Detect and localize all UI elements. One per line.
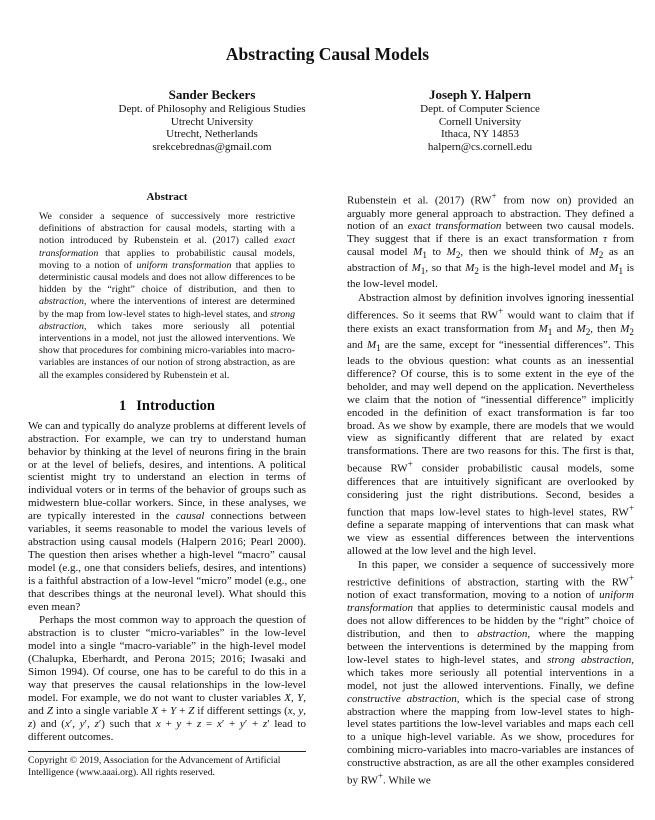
author-block-1 [62, 87, 362, 154]
author-email: srekcebrednas@gmail.com [152, 141, 272, 154]
paragraph: We can and typically do analyze problems at different levels of abstraction. For example, we can try to understand human behavior by thinking at the level of neurons firing in the brain or at the level of beliefs, desires, and intentions. A political scientist might try to understand an election in terms of individual voters or in terms of the behavior of groups such as midwestern blue-collar workers. Since, in these analyses, we are typically interested in the causal connections between variables, it seems reasonable to model the various levels of abstraction using causal models (Halpern 2016; Pearl 2000). The question then arises whether a high-level “macro” causal model (e.g., one that considers beliefs, desires, and intentions) is a faithful abstraction of a low-level “micro” model (e.g., one that describes things at the neuronal level). What should this even mean? [28, 419, 307, 613]
section-number: 1 [119, 397, 127, 414]
author-affiliation-line: Dept. of Computer Science [420, 103, 540, 115]
author-block-2 [330, 87, 630, 154]
paragraph: Abstraction almost by definition involves ignoring inessential differences. So it seems that RW+ would want to claim that if there exists an exact transformation from $M_1$ and $M_2$, then $M_2$ and $M_1$ are the same, except for “inessential differences”. This leads to the obvious question: what counts as an inessential difference? Of course, this is to some extent in the eye of the beholder, and may well depend on the application. Nevertheless we claim that the notion of “inessential difference” implicitly encoded in the definition of exact transformation is far too broad. As we show by example, there are models that we would view as significantly different that are related by exact transformations. There are two reasons for this. The first is that, because RW+ consider probabilistic causal models, some differences that are intuitively significant are overlooked by considering just the right distributions. Second, besides a function that maps low-level states to high-level states, RW+ define a separate mapping of interventions that can mask what we view as essential differences between the interventions allowed at the low level and the high level. [347, 292, 634, 558]
paragraph: Rubenstein et al. (2017) (RW+ from now on) provided an arguably more general approach to abstraction. They defined a notion of an exact transformation between two causal models. They suggest that if there is an exact transformation τ from causal model $M_1$ to $M_2$, then we should think of $M_2$ as an abstraction of $M_1$, so that $M_2$ is the high-level model and $M_1$ is the low-level model. [347, 191, 634, 291]
author-email: halpern@cs.cornell.edu [427, 141, 533, 154]
abstract-text: We consider a sequence of successively more restrictive definitions of abstraction for causal models, starting with a notion introduced by Rubenstein et al. (2017) called exact transformation that applies to probabilistic causal models, moving to a notion of uniform transformation that applies to deterministic causal models and does not allow differences to be hidden by the “right” choice of distribution, and then to abstraction, where the interventions of interest are determined by the map from low-level states to high-level states, and strong abstraction, which takes more seriously all potential interventions in a model, not just the allowed interventions. We show that procedures for combining micro-variables into macro-variables are instances of our notion of strong abstraction, as are all the examples considered by Rubenstein et al. [39, 211, 295, 381]
section-title: Introduction [136, 397, 215, 414]
section-heading [28, 398, 306, 414]
right-column [347, 190, 634, 788]
author-name: Sander Beckers [168, 87, 256, 102]
author-affiliation-line: Cornell University [438, 115, 522, 128]
author-name: Joseph Y. Halpern [429, 87, 531, 102]
paper-title: Abstracting Causal Models [225, 44, 430, 64]
left-column [28, 191, 306, 744]
author-affiliation-line: Ithaca, NY 14853 [440, 128, 520, 141]
author-affiliation-line: Utrecht University [170, 115, 254, 128]
author-affiliation-line: Utrecht, Netherlands [166, 128, 258, 141]
abstract-heading: Abstract [146, 191, 188, 203]
copyright-notice: Copyright © 2019, Association for the Advancement of Artificial Intelligence (www.aaai.org). All rights reserved. [28, 751, 306, 779]
paragraph: In this paper, we consider a sequence of successively more restrictive definitions of abstraction, starting with the RW+ notion of exact transformation, moving to a notion of uniform transformation that applies to deterministic causal models and does not allow differences to be hidden by the “right” choice of distribution, and then to abstraction, where the mapping between the interventions is determined by the mapping from low-level states to high-level states, and strong abstraction, which takes more seriously all potential interventions in a model, not just the allowed interventions. Finally, we define constructive abstraction, which is the special case of strong abstraction where the mapping from low-level states to high-level states partitions the low-level variables and maps each cell to a unique high-level variable. As we show, procedures for combining micro-variables into macro-variables are instances of constructive abstraction, as are all the other examples considered by RW+. While we [347, 558, 634, 787]
paragraph: Perhaps the most common way to approach the question of abstraction is to cluster “micro-variables” in the low-level model into a single “macro-variable” in the high-level model (Chalupka, Eberhardt, and Perona 2015; 2016; Iwasaki and Simon 1994). Of course, one has to be careful to do this in a way that preserves the causal relationships in the low-level model. For example, we do not want to cluster variables X, Y, and Z into a single variable X + Y + Z if different settings (x, y, z) and (x′, y′, z′) such that x + y + z = x′ + y′ + z′ lead to different outcomes. [28, 614, 306, 743]
author-affiliation-line: Dept. of Philosophy and Religious Studies [118, 103, 306, 115]
